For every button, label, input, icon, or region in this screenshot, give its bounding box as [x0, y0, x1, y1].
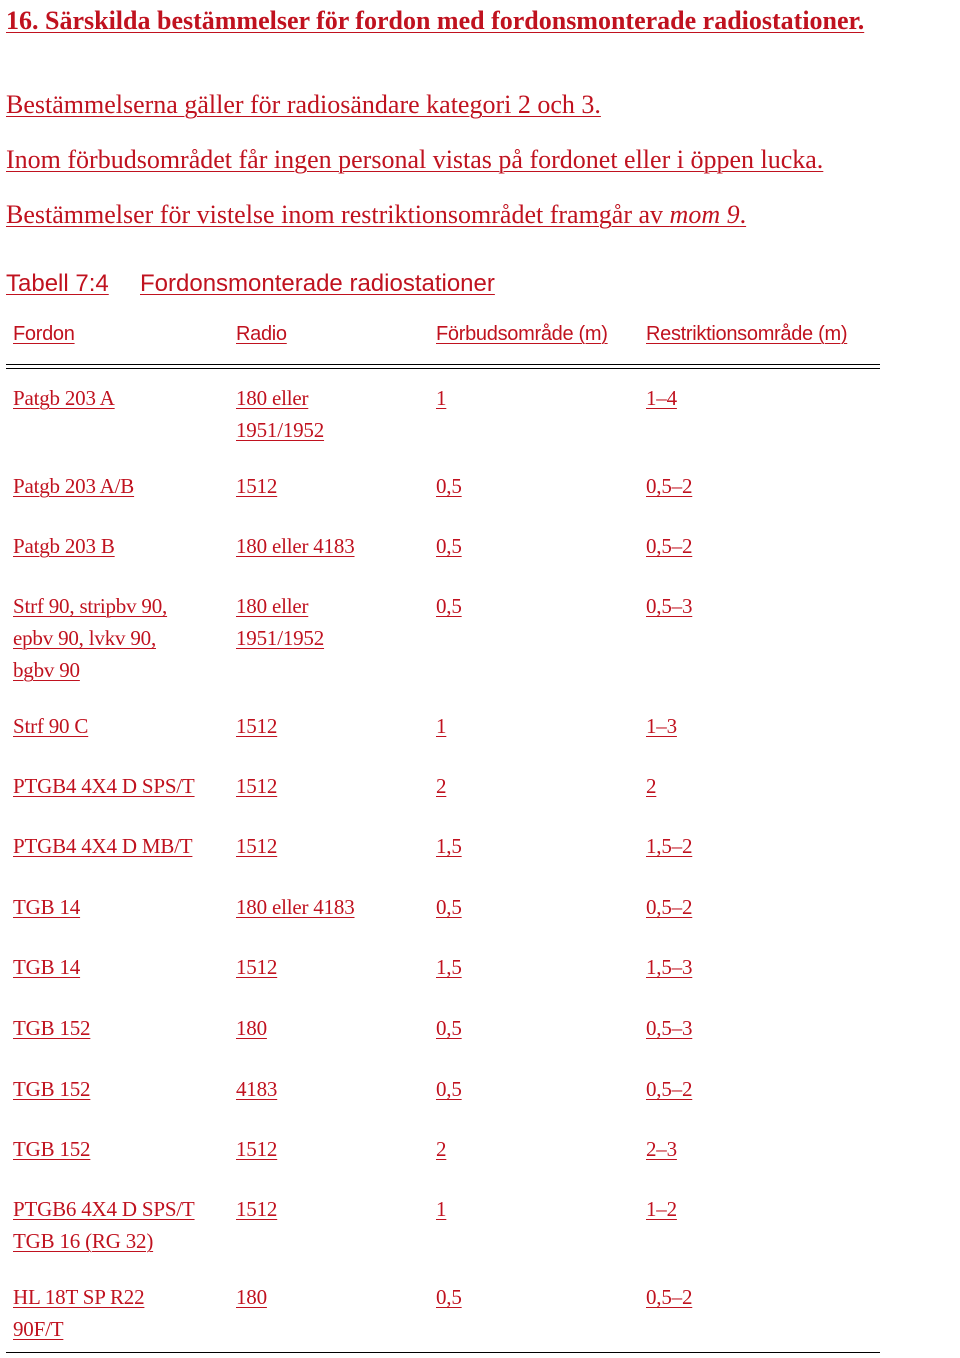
cell-line: 90F/T	[13, 1317, 64, 1341]
cell-line: 180	[236, 1016, 267, 1040]
table-caption	[6, 270, 495, 298]
cell-restricted	[646, 951, 692, 983]
cell-radio	[236, 470, 277, 502]
cell-line: bgbv 90	[13, 658, 80, 682]
cell-line: 1–3	[646, 714, 677, 738]
cell-line: 1512	[236, 474, 278, 498]
cell-prohibited	[436, 951, 462, 983]
cell-vehicle	[13, 710, 88, 742]
cell-line: 2–3	[646, 1137, 677, 1161]
cell-line: 0,5–3	[646, 594, 693, 618]
column-header-prohibited-area: Förbudsområde (m)	[436, 323, 608, 345]
cell-prohibited	[436, 770, 446, 802]
cell-line: Patgb 203 A	[13, 386, 115, 410]
paragraph-reference: mom 9	[669, 200, 740, 229]
cell-line: epbv 90, lvkv 90,	[13, 626, 157, 650]
cell-prohibited	[436, 1133, 446, 1165]
cell-restricted	[646, 530, 692, 562]
cell-radio	[236, 951, 277, 983]
cell-restricted	[646, 1133, 677, 1165]
cell-line: 1,5	[436, 834, 462, 858]
cell-radio	[236, 1012, 267, 1044]
paragraph-scope: Bestämmelserna gäller för radiosändare kategori 2 och 3.	[6, 90, 601, 119]
column-header-vehicle: Fordon	[13, 323, 75, 345]
cell-line: 0,5–3	[646, 1016, 693, 1040]
cell-line: TGB 152	[13, 1077, 91, 1101]
cell-line: 2	[436, 1137, 447, 1161]
cell-line: 1,5–2	[646, 834, 693, 858]
cell-line: 1–2	[646, 1197, 677, 1221]
cell-line: 1512	[236, 1197, 278, 1221]
cell-line: 1512	[236, 774, 278, 798]
cell-restricted	[646, 1012, 692, 1044]
column-header-restricted-area: Restriktionsområde (m)	[646, 323, 848, 345]
cell-vehicle	[13, 470, 134, 502]
cell-vehicle	[13, 1073, 90, 1105]
cell-vehicle	[13, 1133, 90, 1165]
cell-line: 4183	[236, 1077, 278, 1101]
cell-radio	[236, 891, 355, 923]
cell-restricted	[646, 382, 677, 414]
cell-prohibited	[436, 470, 462, 502]
cell-line: 2	[646, 774, 657, 798]
cell-line: 0,5	[436, 534, 462, 558]
cell-line: Strf 90, stripbv 90,	[13, 594, 168, 618]
cell-radio	[236, 590, 324, 654]
cell-line: 1512	[236, 834, 278, 858]
cell-radio	[236, 1193, 277, 1225]
cell-prohibited	[436, 1193, 446, 1225]
cell-line: 1512	[236, 714, 278, 738]
cell-line: 1,5–3	[646, 955, 693, 979]
cell-line: HL 18T SP R22	[13, 1285, 145, 1309]
cell-radio	[236, 710, 277, 742]
paragraph-personnel: Inom förbudsområdet får ingen personal vistas på fordonet eller i öppen lucka.	[6, 145, 824, 174]
cell-restricted	[646, 770, 656, 802]
cell-line: 0,5–2	[646, 1077, 693, 1101]
column-header-radio: Radio	[236, 323, 287, 345]
cell-line: 180	[236, 1285, 267, 1309]
cell-line: 0,5–2	[646, 474, 693, 498]
cell-line: 0,5–2	[646, 534, 693, 558]
cell-prohibited	[436, 590, 462, 622]
cell-line: 0,5	[436, 1285, 462, 1309]
cell-line: 1512	[236, 955, 278, 979]
cell-prohibited	[436, 830, 462, 862]
cell-line: 0,5–2	[646, 895, 693, 919]
cell-line: 0,5	[436, 1016, 462, 1040]
table-bottom-rule	[6, 1352, 880, 1353]
cell-restricted	[646, 470, 692, 502]
cell-vehicle	[13, 951, 80, 983]
cell-restricted	[646, 710, 677, 742]
cell-restricted	[646, 891, 692, 923]
cell-restricted	[646, 590, 692, 622]
cell-vehicle	[13, 1193, 195, 1257]
cell-line: PTGB4 4X4 D MB/T	[13, 834, 193, 858]
cell-prohibited	[436, 1281, 462, 1313]
cell-vehicle	[13, 530, 115, 562]
cell-vehicle	[13, 770, 195, 802]
cell-prohibited	[436, 382, 446, 414]
cell-radio	[236, 830, 277, 862]
cell-radio	[236, 530, 355, 562]
paragraph-restriction-text: Bestämmelser för vistelse inom restriktionsområdet framgår av	[6, 200, 670, 229]
cell-radio	[236, 1281, 267, 1313]
cell-line: Strf 90 C	[13, 714, 89, 738]
cell-prohibited	[436, 891, 462, 923]
cell-prohibited	[436, 710, 446, 742]
cell-restricted	[646, 830, 692, 862]
cell-line: TGB 16 (RG 32)	[13, 1229, 154, 1253]
table-number: Tabell 7:4	[6, 270, 109, 297]
cell-vehicle	[13, 590, 167, 686]
cell-line: 1	[436, 1197, 447, 1221]
cell-line: 1512	[236, 1137, 278, 1161]
cell-vehicle	[13, 891, 80, 923]
cell-line: PTGB4 4X4 D SPS/T	[13, 774, 195, 798]
cell-line: 0,5	[436, 474, 462, 498]
cell-line: 1–4	[646, 386, 677, 410]
cell-vehicle	[13, 1012, 90, 1044]
paragraph-restriction-end: .	[739, 200, 747, 229]
table-title: Fordonsmonterade radiostationer	[140, 270, 495, 297]
cell-line: TGB 152	[13, 1016, 91, 1040]
cell-line: TGB 14	[13, 895, 81, 919]
cell-line: 1	[436, 386, 447, 410]
cell-line: 0,5–2	[646, 1285, 693, 1309]
cell-radio	[236, 1133, 277, 1165]
cell-vehicle	[13, 830, 192, 862]
cell-line: 1951/1952	[236, 626, 325, 650]
cell-line: PTGB6 4X4 D SPS/T	[13, 1197, 195, 1221]
cell-line: 0,5	[436, 594, 462, 618]
cell-restricted	[646, 1193, 677, 1225]
header-divider	[6, 364, 880, 369]
cell-line: 1,5	[436, 955, 462, 979]
cell-line: 180 eller	[236, 594, 309, 618]
cell-restricted	[646, 1073, 692, 1105]
cell-radio	[236, 382, 324, 446]
cell-line: 180 eller 4183	[236, 895, 355, 919]
paragraph-restriction	[6, 200, 746, 230]
cell-prohibited	[436, 1012, 462, 1044]
cell-prohibited	[436, 1073, 462, 1105]
cell-radio	[236, 770, 277, 802]
cell-line: Patgb 203 A/B	[13, 474, 135, 498]
cell-line: 1	[436, 714, 447, 738]
cell-line: 180 eller 4183	[236, 534, 355, 558]
cell-line: Patgb 203 B	[13, 534, 115, 558]
cell-restricted	[646, 1281, 692, 1313]
section-heading: 16. Särskilda bestämmelser för fordon med fordonsmonterade radiostationer.	[6, 6, 865, 35]
cell-line: 1951/1952	[236, 418, 325, 442]
cell-vehicle	[13, 382, 115, 414]
cell-radio	[236, 1073, 277, 1105]
cell-line: 0,5	[436, 1077, 462, 1101]
cell-line: 180 eller	[236, 386, 309, 410]
cell-line: 0,5	[436, 895, 462, 919]
cell-line: 2	[436, 774, 447, 798]
cell-line: TGB 14	[13, 955, 81, 979]
cell-line: TGB 152	[13, 1137, 91, 1161]
cell-vehicle	[13, 1281, 144, 1345]
cell-prohibited	[436, 530, 462, 562]
